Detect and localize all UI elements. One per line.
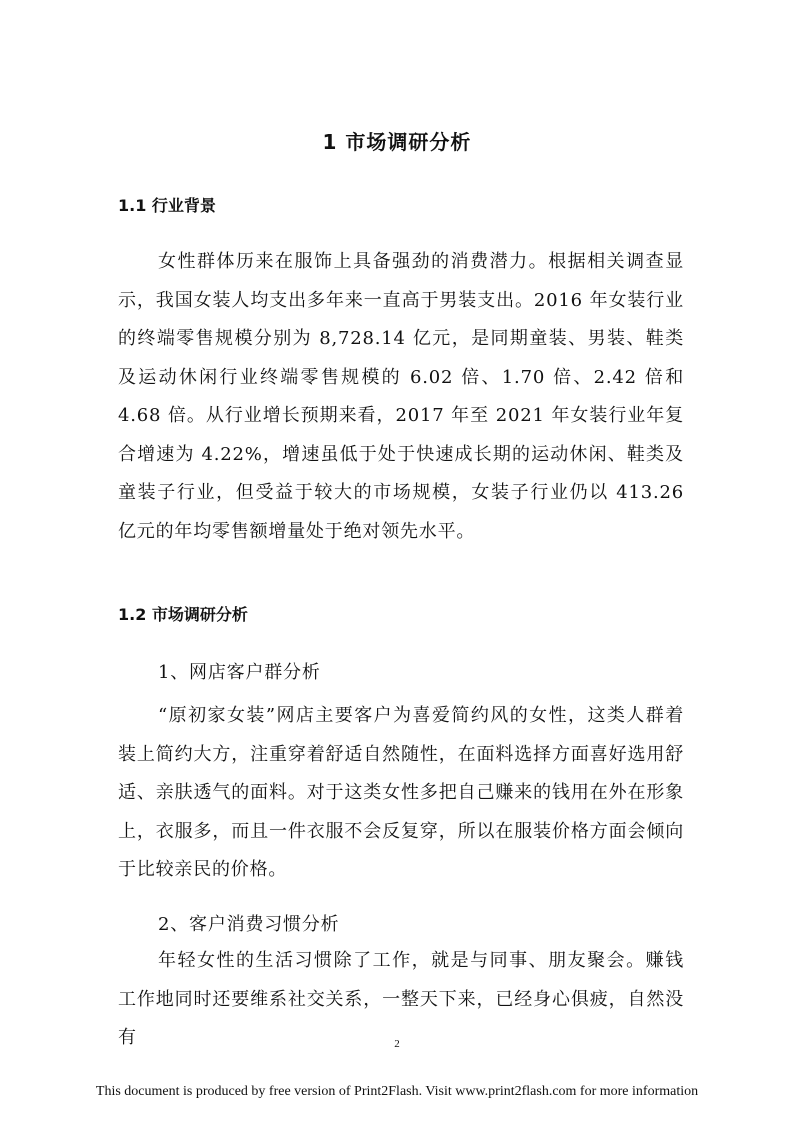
- subheading-customer-group: 1、网店客户群分析: [158, 662, 321, 683]
- chapter-title: 1 市场调研分析: [322, 130, 472, 154]
- subheading-consumption-habits: 2、客户消费习惯分析: [158, 914, 340, 935]
- paragraph-industry-background: 女性群体历来在服饰上具备强劲的消费潜力。根据相关调查显示，我国女装人均支出多年来一直高于男装支出。2016 年女装行业的终端零售规模分别为 8,728.14 亿元，是同期童装、男装、鞋类及运动休闲行业终端零售规模的 6.02 倍、1.70 倍、2.42 倍和 4.68 倍。从行业增长预期来看，2017 年至 2021 年女装行业年复合增速为 4.22%，增速虽低于处于快速成长期的运动休闲、鞋类及童装子行业，但受益于较大的市场规模，女装子行业仍以 413.26 亿元的年均零售额增量处于绝对领先水平。: [118, 251, 684, 542]
- section-heading-market-research: 1.2 市场调研分析: [118, 605, 248, 624]
- footer-watermark-note: This document is produced by free version of Print2Flash. Visit www.print2flash.com for more information: [95, 1084, 699, 1099]
- section-heading-industry-background: 1.1 行业背景: [118, 196, 216, 215]
- paragraph-customer-group: “原初家女装”网店主要客户为喜爱简约风的女性，这类人群着装上简约大方，注重穿着舒适自然随性，在面料选择方面喜好选用舒适、亲肤透气的面料。对于这类女性多把自己赚来的钱用在外在形象上，衣服多，而且一件衣服不会反复穿，所以在服装价格方面会倾向于比较亲民的价格。: [118, 705, 684, 880]
- paragraph-consumption-habits: 年轻女性的生活习惯除了工作，就是与同事、朋友聚会。赚钱工作地同时还要维系社交关系，一整天下来，已经身心俱疲，自然没有: [118, 950, 684, 1048]
- page-number: 2: [394, 1038, 400, 1050]
